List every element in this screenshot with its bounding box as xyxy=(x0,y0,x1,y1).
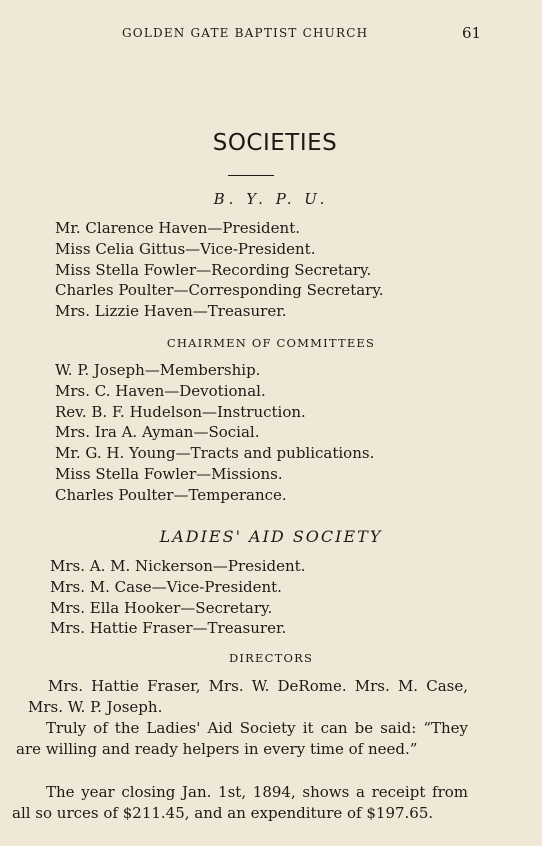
bypu-heading: B. Y. P. U. xyxy=(213,190,329,208)
bypu-officers-list xyxy=(55,218,384,322)
committee-chair: Mr. G. H. Young—Tracts and publications. xyxy=(55,444,375,463)
committee-chair: Mrs. Ira A. Ayman—Social. xyxy=(55,423,260,442)
title-rule xyxy=(228,175,274,176)
committee-chair: W. P. Joseph—Membership. xyxy=(55,361,261,379)
ladies-aid-officers-list xyxy=(50,556,305,639)
ladies-aid-officer: Mrs. A. M. Nickerson—President. xyxy=(50,557,306,575)
bypu-officer: Mrs. Lizzie Haven—Treasurer. xyxy=(55,302,287,321)
committee-chair: Miss Stella Fowler—Missions. xyxy=(55,464,283,483)
committee-chair: Rev. B. F. Hudelson—Instruction. xyxy=(55,402,306,421)
ladies-aid-officer: Mrs. M. Case—Vice-President. xyxy=(50,577,282,596)
ladies-aid-heading: LADIES' AID SOCIETY xyxy=(159,527,383,546)
committee-chair: Charles Poulter—Temperance. xyxy=(55,485,287,504)
receipts-paragraph: The year closing Jan. 1st, 1894, shows a receipt from all so urces of $211.45, and an expenditure of $197.65. xyxy=(12,783,468,822)
tribute-paragraph: Truly of the Ladies' Aid Society it can be said: “They are willing and ready helpers in every time of need.” xyxy=(16,719,468,758)
committee-chair: Mrs. C. Haven—Devotional. xyxy=(55,381,266,400)
directors-paragraph: Mrs. Hattie Fraser, Mrs. W. DeRome. Mrs. M. Case, Mrs. W. P. Joseph. xyxy=(28,677,468,716)
ladies-aid-officer: Mrs. Hattie Fraser—Treasurer. xyxy=(50,619,287,638)
ladies-aid-officer: Mrs. Ella Hooker—Secretary. xyxy=(50,598,273,617)
page-title: SOCIETIES xyxy=(212,130,338,156)
running-head: GOLDEN GATE BAPTIST CHURCH xyxy=(122,26,369,40)
bypu-officer: Mr. Clarence Haven—President. xyxy=(55,219,300,237)
directors-heading: DIRECTORS xyxy=(228,651,314,665)
bypu-officer: Miss Stella Fowler—Recording Secretary. xyxy=(55,260,372,279)
committees-list xyxy=(55,360,374,506)
page-number: 61 xyxy=(462,24,482,42)
bypu-officer: Charles Poulter—Corresponding Secretary. xyxy=(55,281,384,300)
bypu-officer: Miss Celia Gittus—Vice-President. xyxy=(55,239,316,258)
committees-heading: CHAIRMEN OF COMMITTEES xyxy=(166,336,376,350)
